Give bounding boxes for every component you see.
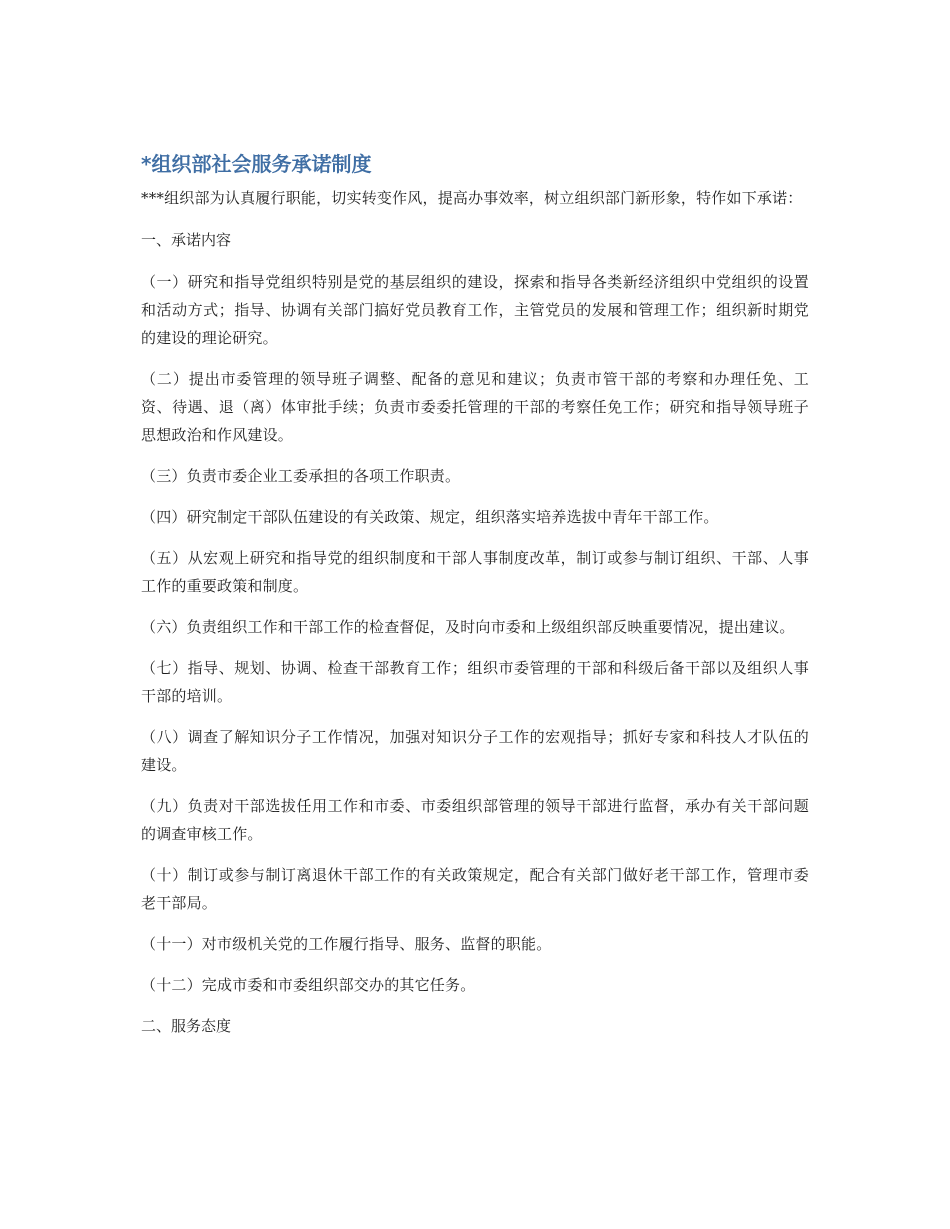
commitment-item-7: （七）指导、规划、协调、检查干部教育工作；组织市委管理的干部和科级后备干部以及组织人事干部的培训。	[141, 659, 809, 705]
section-heading-commitments: 一、承诺内容	[141, 231, 232, 249]
commitment-item-8: （八）调查了解知识分子工作情况，加强对知识分子工作的宏观指导；抓好专家和科技人才队伍的建设。	[141, 728, 809, 774]
commitment-item-1: （一）研究和指导党组织特别是党的基层组织的建设，探索和指导各类新经济组织中党组织的设置和活动方式；指导、协调有关部门搞好党员教育工作，主管党员的发展和管理工作；组织新时期党的建设的理论研究。	[141, 273, 809, 347]
commitment-item-12: （十二）完成市委和市委组织部交办的其它任务。	[141, 976, 476, 994]
commitment-item-9: （九）负责对干部选拔任用工作和市委、市委组织部管理的领导干部进行监督，承办有关干部问题的调查审核工作。	[141, 797, 809, 843]
commitment-item-5: （五）从宏观上研究和指导党的组织制度和干部人事制度改革，制订或参与制订组织、干部、人事工作的重要政策和制度。	[141, 549, 809, 595]
commitment-item-2: （二）提出市委管理的领导班子调整、配备的意见和建议；负责市管干部的考察和办理任免、工资、待遇、退（离）体审批手续；负责市委委托管理的干部的考察任免工作；研究和指导领导班子思想政治和作风建设。	[141, 370, 809, 444]
document-body	[141, 150, 809, 1054]
intro-paragraph: ***组织部为认真履行职能，切实转变作风，提高办事效率，树立组织部门新形象，特作如下承诺：	[141, 189, 803, 207]
commitment-item-6: （六）负责组织工作和干部工作的检查督促，及时向市委和上级组织部反映重要情况，提出建议。	[141, 618, 795, 636]
section-heading-service-attitude: 二、服务态度	[141, 1017, 232, 1035]
commitment-item-10: （十）制订或参与制订离退休干部工作的有关政策规定，配合有关部门做好老干部工作，管理市委老干部局。	[141, 866, 809, 912]
document-title: *组织部社会服务承诺制度	[141, 152, 372, 176]
commitment-item-11: （十一）对市级机关党的工作履行指导、服务、监督的职能。	[141, 935, 552, 953]
commitment-item-4: （四）研究制定干部队伍建设的有关政策、规定，组织落实培养选拔中青年干部工作。	[141, 508, 719, 526]
commitment-item-3: （三）负责市委企业工委承担的各项工作职责。	[141, 467, 461, 485]
